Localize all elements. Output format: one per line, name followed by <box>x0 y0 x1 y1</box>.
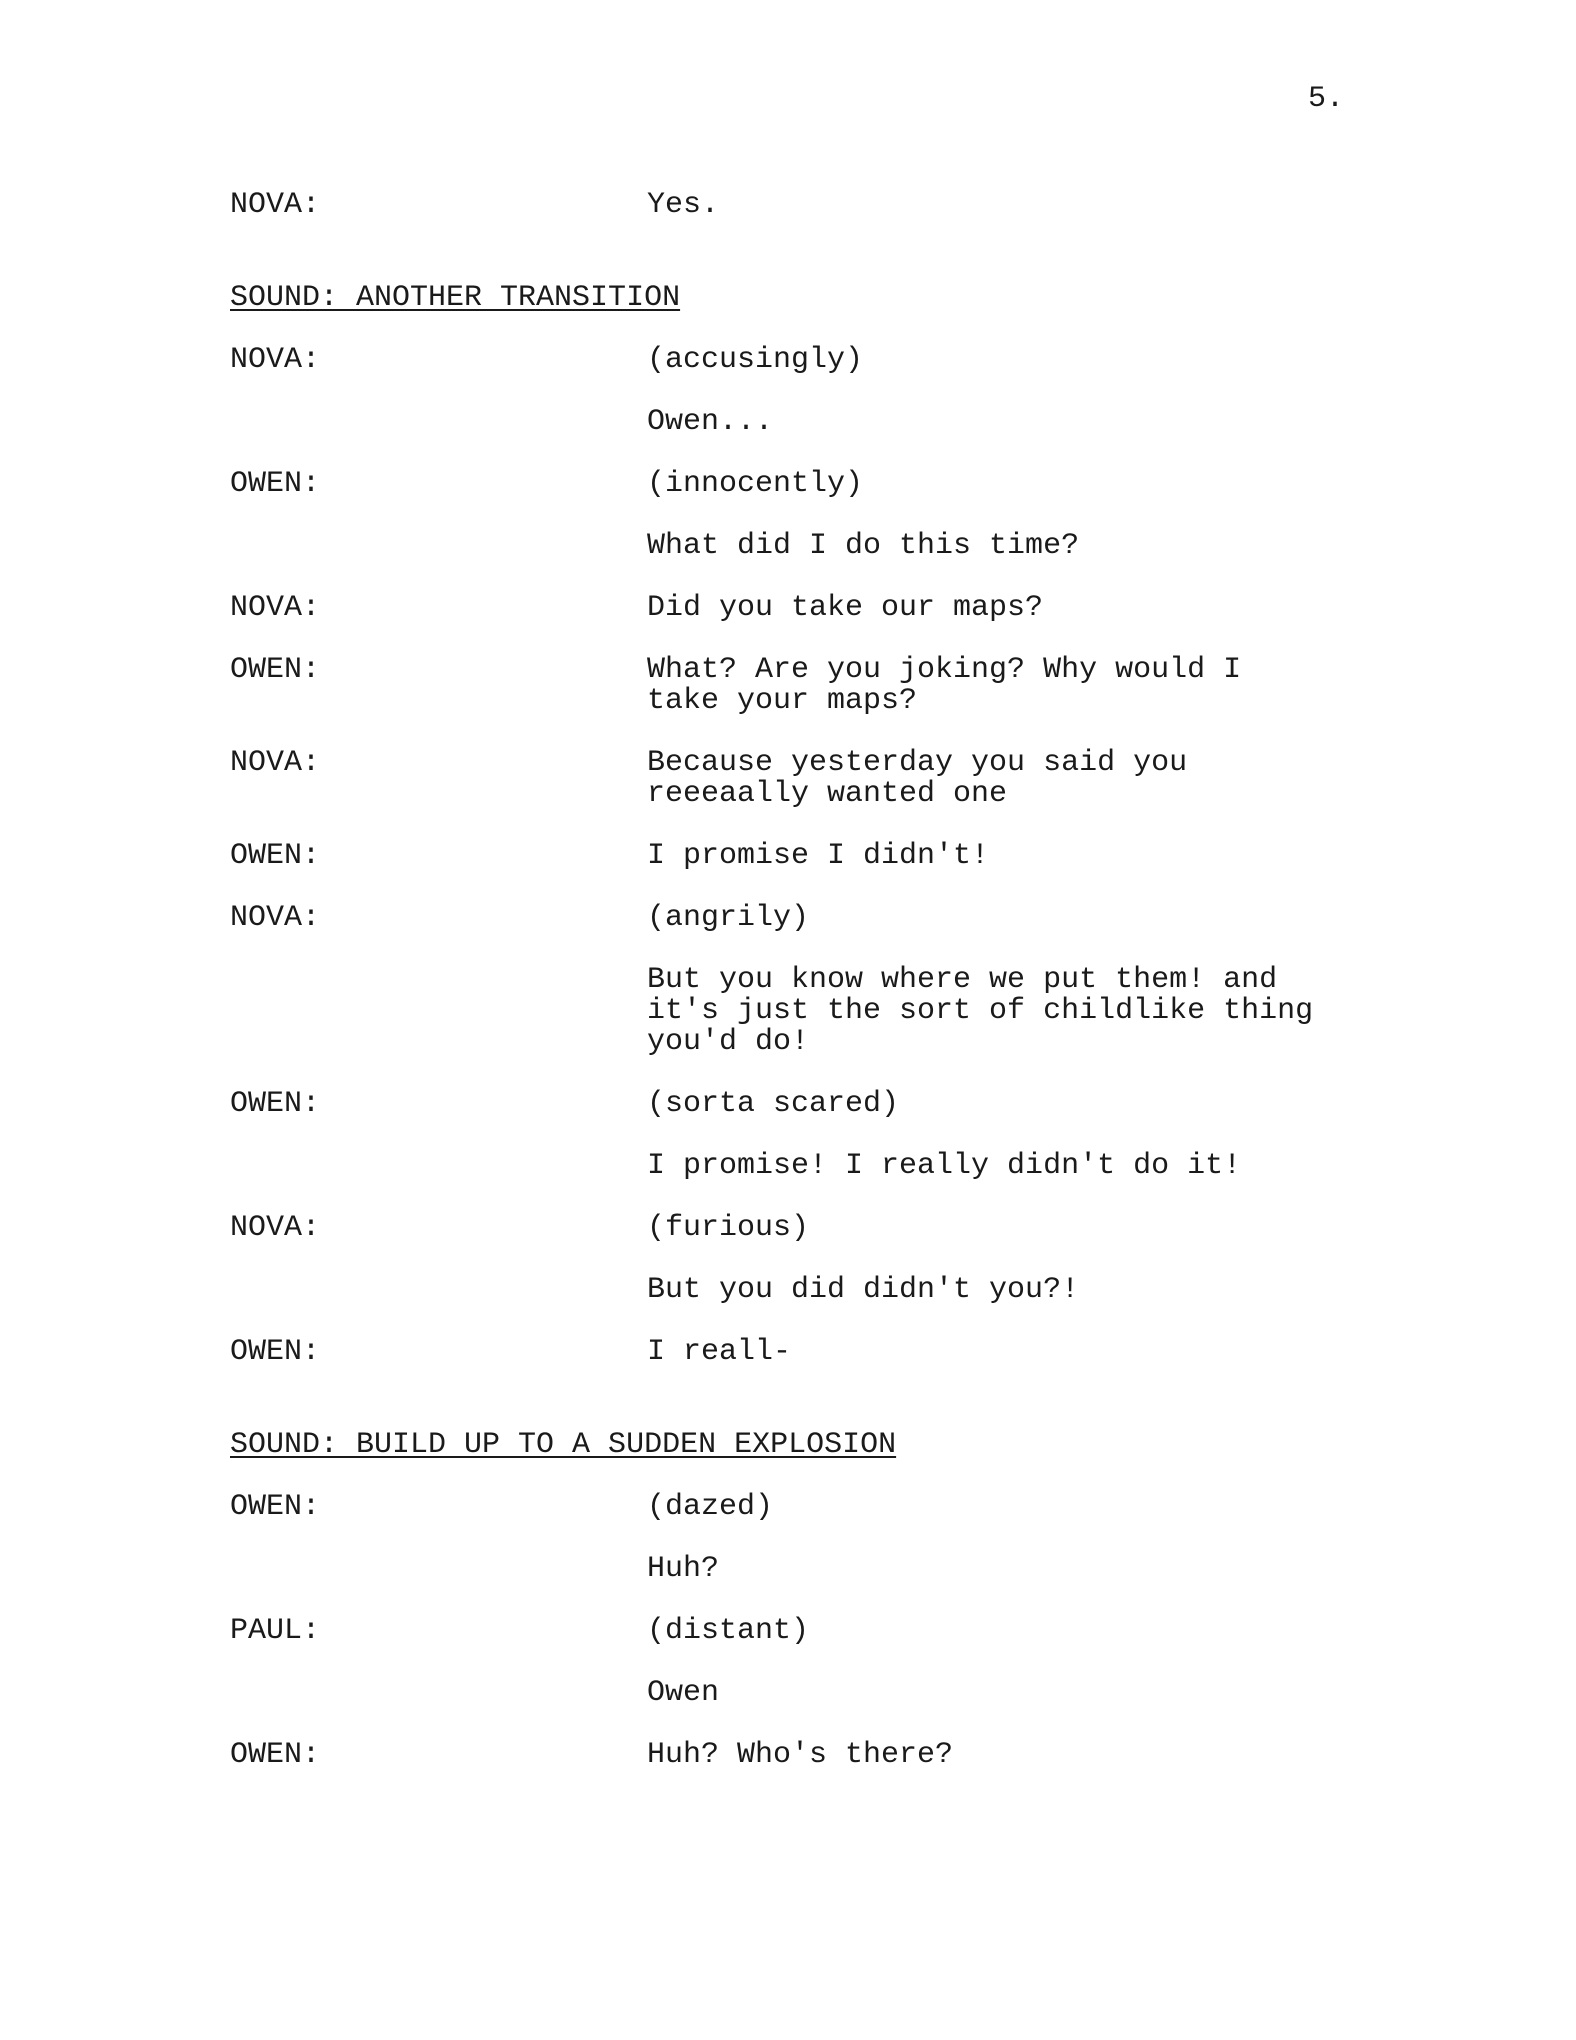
speaker-name: OWEN: <box>230 653 321 687</box>
speaker-name: OWEN: <box>230 839 321 873</box>
dialogue-text: Huh? <box>647 1552 720 1586</box>
dialogue-text: But you did didn't you?! <box>647 1273 1080 1307</box>
script-line <box>230 903 1380 934</box>
parenthetical-text: (distant) <box>647 1614 810 1648</box>
dialogue-text: I promise! I really didn't do it! <box>647 1149 1242 1183</box>
parenthetical-text: (accusingly) <box>647 343 864 377</box>
parenthetical-text: (angrily) <box>647 901 810 935</box>
dialogue-text: What did I do this time? <box>647 529 1080 563</box>
script-line <box>230 748 1380 810</box>
parenthetical-text: (furious) <box>647 1211 810 1245</box>
speaker-name: OWEN: <box>230 1087 321 1121</box>
dialogue-text: Because yesterday you said you reeeaally wanted one <box>647 746 1188 811</box>
dialogue-text: What? Are you joking? Why would I take your maps? <box>647 653 1242 718</box>
script-line <box>230 1678 1380 1709</box>
dialogue-text: I promise I didn't! <box>647 839 990 873</box>
sound-cue <box>230 1430 1380 1461</box>
speaker-name: OWEN: <box>230 1490 321 1524</box>
dialogue-text: Owen <box>647 1676 720 1710</box>
script-line <box>230 1616 1380 1647</box>
page-number: 5. <box>1308 82 1345 116</box>
parenthetical-text: (innocently) <box>647 467 864 501</box>
script-line <box>230 1275 1380 1306</box>
script-line <box>230 1089 1380 1120</box>
script-line <box>230 1740 1380 1771</box>
script-line <box>230 1337 1380 1368</box>
script-line <box>230 841 1380 872</box>
script-line <box>230 407 1380 438</box>
parenthetical-text: (sorta scared) <box>647 1087 900 1121</box>
dialogue-text: Huh? Who's there? <box>647 1738 954 1772</box>
script-line <box>230 190 1380 221</box>
script-line <box>230 531 1380 562</box>
parenthetical-text: (dazed) <box>647 1490 774 1524</box>
script-line <box>230 469 1380 500</box>
dialogue-text: But you know where we put them! and it's just the sort of childlike thing you'd do! <box>647 963 1314 1059</box>
sound-cue <box>230 283 1380 314</box>
script-line <box>230 1213 1380 1244</box>
speaker-name: OWEN: <box>230 1335 321 1369</box>
speaker-name: PAUL: <box>230 1614 321 1648</box>
speaker-name: NOVA: <box>230 591 321 625</box>
dialogue-text: I reall- <box>647 1335 792 1369</box>
speaker-name: NOVA: <box>230 1211 321 1245</box>
speaker-name: NOVA: <box>230 746 321 780</box>
script-line <box>230 655 1380 717</box>
sound-cue-text: SOUND: BUILD UP TO A SUDDEN EXPLOSION <box>230 1428 897 1462</box>
speaker-name: NOVA: <box>230 188 321 222</box>
script-line <box>230 1554 1380 1585</box>
script-line <box>230 1151 1380 1182</box>
sound-cue-text: SOUND: ANOTHER TRANSITION <box>230 281 681 315</box>
speaker-name: NOVA: <box>230 343 321 377</box>
script-line <box>230 965 1380 1058</box>
script-line <box>230 345 1380 376</box>
dialogue-text: Yes. <box>647 188 720 222</box>
script-line <box>230 593 1380 624</box>
script-line <box>230 1492 1380 1523</box>
speaker-name: NOVA: <box>230 901 321 935</box>
speaker-name: OWEN: <box>230 467 321 501</box>
dialogue-text: Owen... <box>647 405 774 439</box>
script-body <box>230 190 1380 1771</box>
speaker-name: OWEN: <box>230 1738 321 1772</box>
dialogue-text: Did you take our maps? <box>647 591 1044 625</box>
